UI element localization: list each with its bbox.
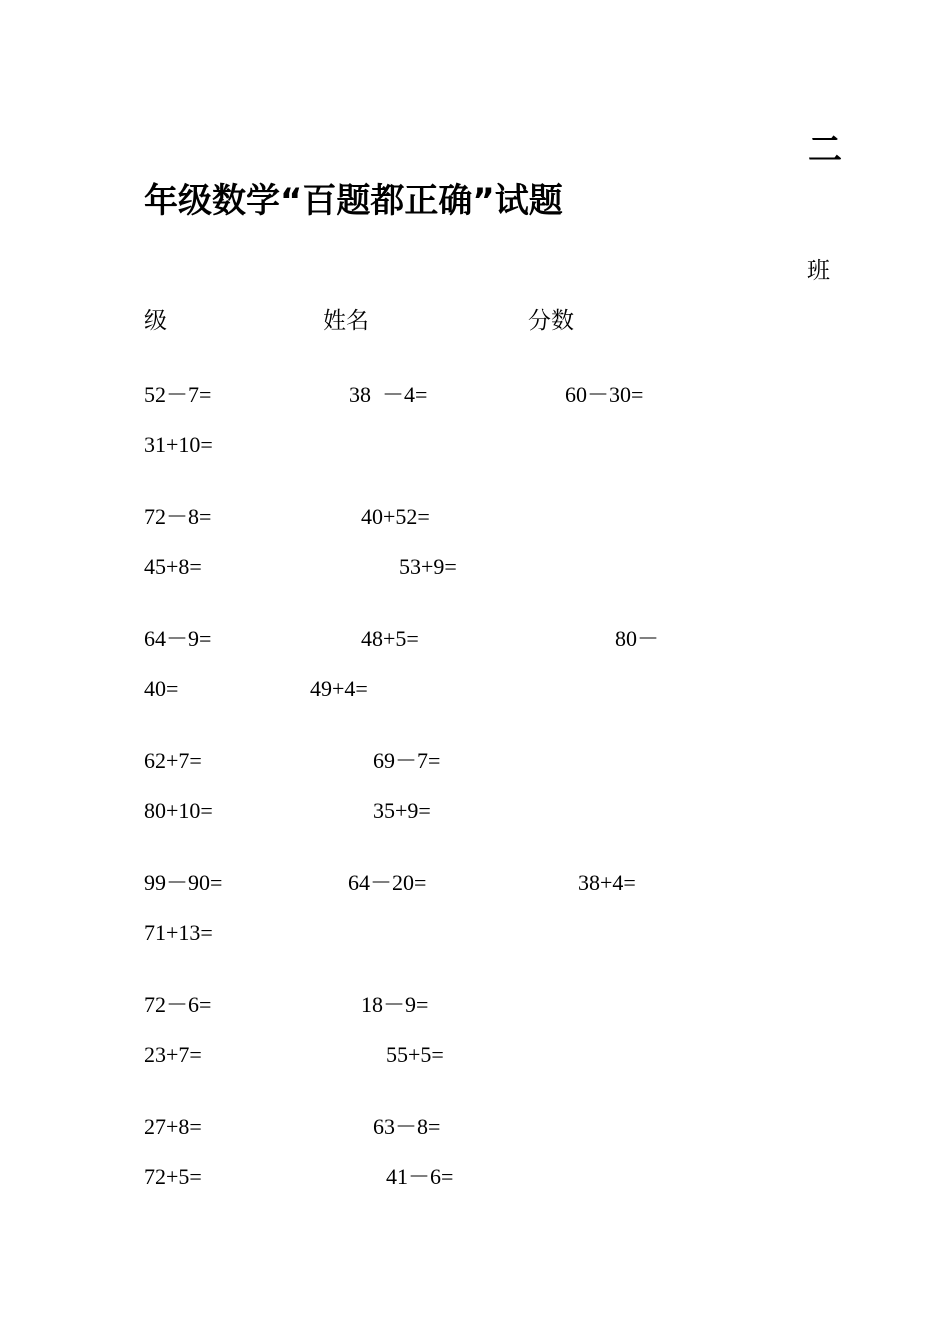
problem: 31+10= bbox=[144, 432, 213, 457]
problem: 69－7= bbox=[373, 748, 441, 773]
class-label-part1: 班 bbox=[807, 258, 830, 284]
problem: 38+4= bbox=[578, 870, 636, 895]
problem: 49+4= bbox=[310, 676, 368, 701]
problem: 48+5= bbox=[361, 626, 419, 651]
problem: 55+5= bbox=[386, 1042, 444, 1067]
problem: 72－6= bbox=[144, 992, 212, 1017]
problem: 53+9= bbox=[399, 554, 457, 579]
problem: 63－8= bbox=[373, 1114, 441, 1139]
problem: 71+13= bbox=[144, 920, 213, 945]
problem: 64－20= bbox=[348, 870, 427, 895]
problem: 80+10= bbox=[144, 798, 213, 823]
problem: 62+7= bbox=[144, 748, 202, 773]
page-title: 年级数学“百题都正确”试题 bbox=[144, 181, 563, 221]
name-label: 姓名 bbox=[323, 308, 369, 334]
class-label-part2: 级 bbox=[144, 308, 167, 334]
problem: 45+8= bbox=[144, 554, 202, 579]
problem: 52－7= bbox=[144, 382, 212, 407]
problem: 38 －4= bbox=[349, 382, 428, 407]
score-label: 分数 bbox=[528, 308, 574, 334]
problem: 40+52= bbox=[361, 504, 430, 529]
problem: 40= bbox=[144, 676, 179, 701]
problem: 27+8= bbox=[144, 1114, 202, 1139]
problem: 18－9= bbox=[361, 992, 429, 1017]
problem: 64－9= bbox=[144, 626, 212, 651]
problem: 72+5= bbox=[144, 1164, 202, 1189]
problem: 80－ bbox=[615, 626, 660, 651]
problem: 35+9= bbox=[373, 798, 431, 823]
problem: 99－90= bbox=[144, 870, 223, 895]
title-line-1: 二 bbox=[808, 130, 842, 170]
problem: 60－30= bbox=[565, 382, 644, 407]
problem: 23+7= bbox=[144, 1042, 202, 1067]
problem: 41－6= bbox=[386, 1164, 454, 1189]
problem: 72－8= bbox=[144, 504, 212, 529]
